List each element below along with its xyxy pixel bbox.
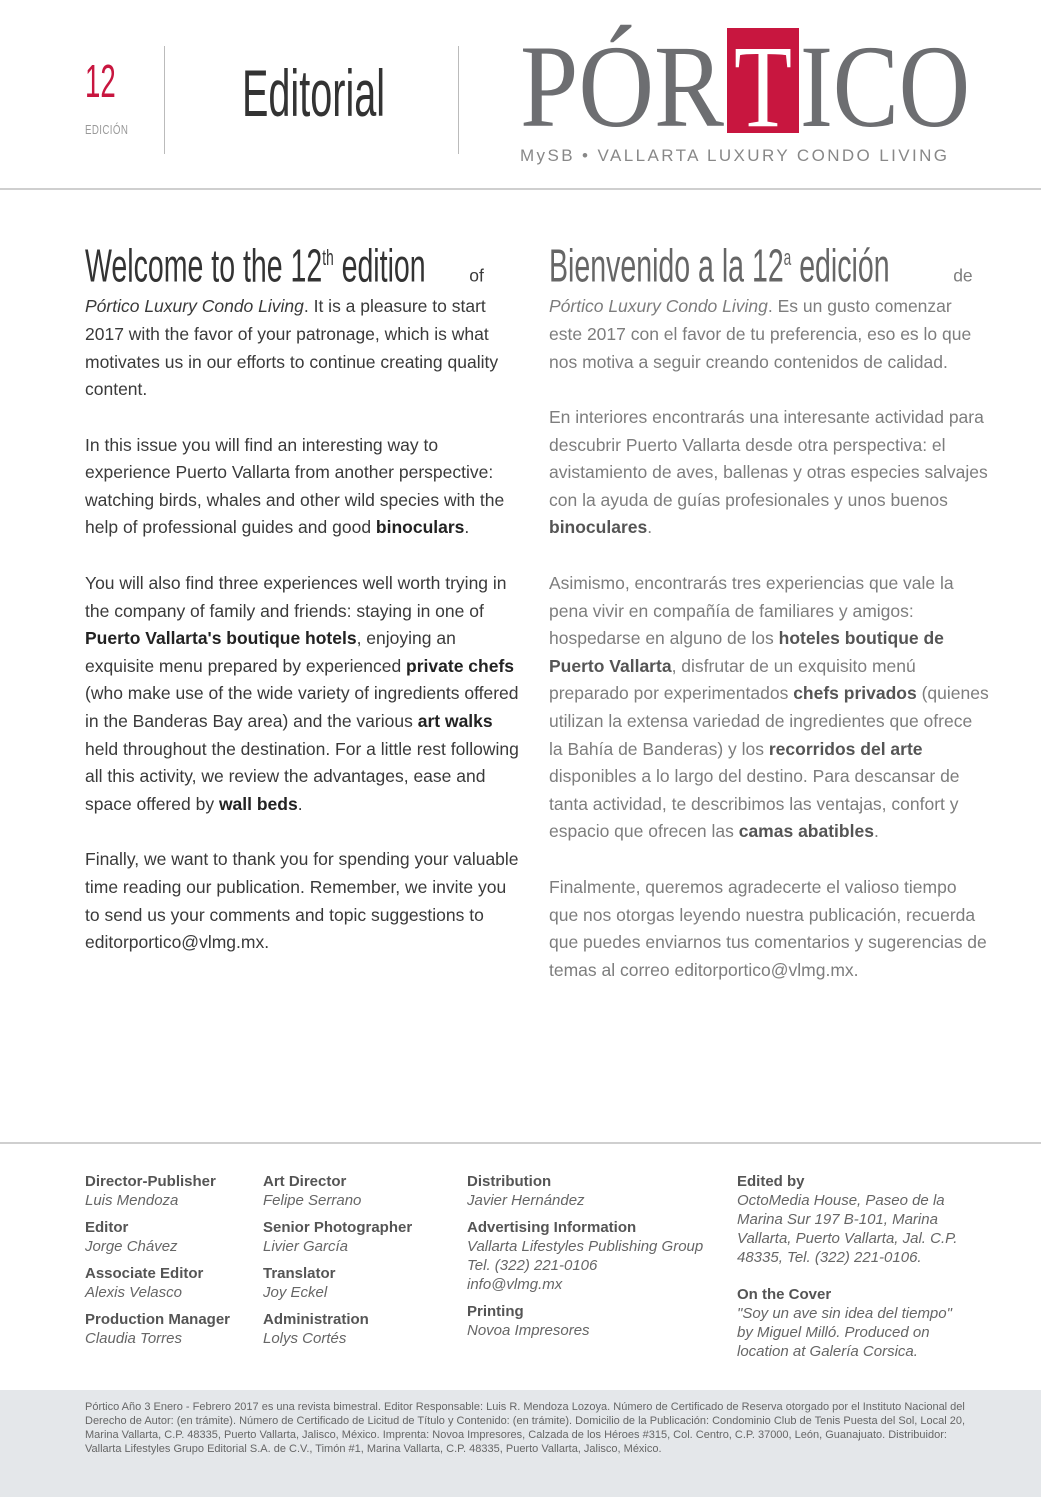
spanish-intro: Bienvenido a la 12$^a$ edición de Pórtico Luxury Condo Living. Es un gusto comenzar este 2017 con el favor de tu preferencia, eso es lo que nos motiva a seguir creando contenidos de calidad. xyxy=(549,230,989,376)
edition-number: 12 xyxy=(85,55,116,107)
svg-text:ICO: ICO xyxy=(800,21,970,152)
spanish-paragraph-4: Finalmente, queremos agradecerte el valioso tiempo que nos otorgas leyendo nuestra publicación, recuerda que puedes enviarnos tus comentarios y sugerencias de temas al correo editorportico@vlmg.mx. xyxy=(549,877,987,980)
english-paragraph-3: You will also find three experiences well worth trying in the company of family and friends: staying in one of Puerto Vallarta's boutique hotels, enjoying an exquisite menu prepared by experienced private chefs (who make use of the wide variety of ingredients offered in the Banderas Bay area) and the various art walks held throughout the destination. For a little rest following all this activity, we review the advantages, ease and space offered by wall beds. xyxy=(85,573,519,814)
credit-role: Distribution xyxy=(467,1173,552,1190)
logo-tagline: MySB • VALLARTA LUXURY CONDO LIVING xyxy=(520,146,950,165)
credit-role: Senior Photographer xyxy=(263,1219,413,1236)
credit-role: Associate Editor xyxy=(85,1265,204,1282)
english-paragraph-2: In this issue you will find an interesting way to experience Puerto Vallarta from another perspective: watching birds, whales and other wild species with the help of professional guides and good binoculars. xyxy=(85,434,505,538)
credits-divider xyxy=(0,1142,1041,1144)
credit-name: Luis Mendoza xyxy=(85,1192,179,1209)
english-heading: Welcome to the 12th edition xyxy=(85,239,426,292)
credits-column-1 xyxy=(85,1172,255,1356)
credit-name: Alexis Velasco xyxy=(85,1284,182,1301)
page-header xyxy=(0,0,1041,190)
credit-name: Lolys Cortés xyxy=(263,1330,347,1347)
credit-role: Printing xyxy=(467,1303,524,1320)
legal-footer-text: Pórtico Año 3 Enero - Febrero 2017 es una revista bimestral. Editor Responsable: Luis R. Mendoza Lozoya. Número de Certificado de Reserva otorgado por el Instituto Nacional del Derecho de Autor: (en trámite). Número de Certificado de Licitud de Título y Contenido: (en trámite). Domicilio de la Publicación: Condominio Club de Tenis Puesta del Sol, Local 20, Marina Vallarta, C.P. 48335, Puerto Vallarta, Jalisco, México. Imprenta: Novoa Impresores, Calzada de los Héroes #315, Col. Centro, C.P. 37000, León, Guanajuato. Distribuidor: Vallarta Lifestyles Grupo Editorial S.A. de C.V., Timón #1, Marina Vallarta, C.P. 48335, Puerto Vallarta, Jalisco, México. xyxy=(85,1401,966,1455)
spanish-column xyxy=(549,230,989,1012)
credit-name: Jorge Chávez xyxy=(85,1238,178,1255)
svg-text:PÓR: PÓR xyxy=(520,21,725,152)
credit-name: Vallarta Lifestyles Publishing Group xyxy=(467,1238,704,1255)
english-column xyxy=(85,230,525,985)
spanish-paragraph-3: Asimismo, encontrarás tres experiencias que vale la pena vivir en compañía de familiares y amigos: hospedarse en alguno de los hoteles boutique de Puerto Vallarta, disfrutar de un exquisito menú preparado por experimentados chefs privados (quienes utilizan la extensa variedad de ingredientes que ofrece la Bahía de Banderas) y los recorridos del arte disponibles a lo largo del destino. Para descansar de tanta actividad, te describimos las ventajas, confort y espacio que ofrecen las camas abatibles. xyxy=(549,573,989,842)
english-paragraph-4: Finally, we want to thank you for spending your valuable time reading our publication. Remember, we invite you to send us your comments and topic suggestions to editorportico@vlmg.mx. xyxy=(85,849,519,953)
english-intro: Welcome to the 12th edition of Pórtico Luxury Condo Living. It is a pleasure to start 2017 with the favor of your patronage, which is what motivates us in our efforts to continue creating quality content. xyxy=(85,230,525,404)
credit-name: Joy Eckel xyxy=(263,1284,328,1301)
credit-role: Administration xyxy=(263,1311,369,1328)
credit-name: Livier García xyxy=(263,1238,349,1255)
credits-column-2 xyxy=(263,1172,458,1356)
credit-role: Editor xyxy=(85,1219,129,1236)
credit-role: Edited by xyxy=(737,1173,805,1190)
svg-text:T: T xyxy=(734,21,792,152)
credit-name: Novoa Impresores xyxy=(467,1322,590,1339)
credits-column-4 xyxy=(737,1172,962,1369)
credit-role: Translator xyxy=(263,1265,336,1282)
header-divider-2 xyxy=(458,46,459,154)
credit-phone: Tel. (322) 221-0106 xyxy=(467,1257,598,1274)
credit-role: Production Manager xyxy=(85,1311,231,1328)
credit-role: Art Director xyxy=(263,1173,347,1190)
edition-label: EDICIÓN xyxy=(85,122,129,137)
credit-name: Claudia Torres xyxy=(85,1330,182,1347)
spanish-heading: Bienvenido a la 12$^a$ edición xyxy=(549,239,890,292)
credit-name: OctoMedia House, Paseo de la Marina Sur 197 B-101, Marina Vallarta, Puerto Vallarta, Jal. C.P. 48335, Tel. (322) 221-0106. xyxy=(737,1192,958,1266)
spanish-paragraph-2: En interiores encontrarás una interesante actividad para descubrir Puerto Vallarta desde otra perspectiva: el avistamiento de aves, ballenas y otras especies salvajes con la ayuda de guías profesionales y unos buenos binoculares. xyxy=(549,407,988,538)
section-title: Editorial xyxy=(242,56,386,130)
credit-role: Advertising Information xyxy=(467,1219,637,1236)
credit-name: Javier Hernández xyxy=(467,1192,585,1209)
portico-logo xyxy=(520,21,980,152)
credit-name: Felipe Serrano xyxy=(263,1192,362,1209)
credits-column-3 xyxy=(467,1172,727,1348)
credit-role: Director-Publisher xyxy=(85,1173,216,1190)
credit-name: "Soy un ave sin idea del tiempo" by Miguel Milló. Produced on location at Galería Corsica. xyxy=(737,1305,952,1360)
credit-email[interactable]: info@vlmg.mx xyxy=(467,1276,563,1293)
credit-role: On the Cover xyxy=(737,1286,832,1303)
header-divider-1 xyxy=(164,46,165,154)
